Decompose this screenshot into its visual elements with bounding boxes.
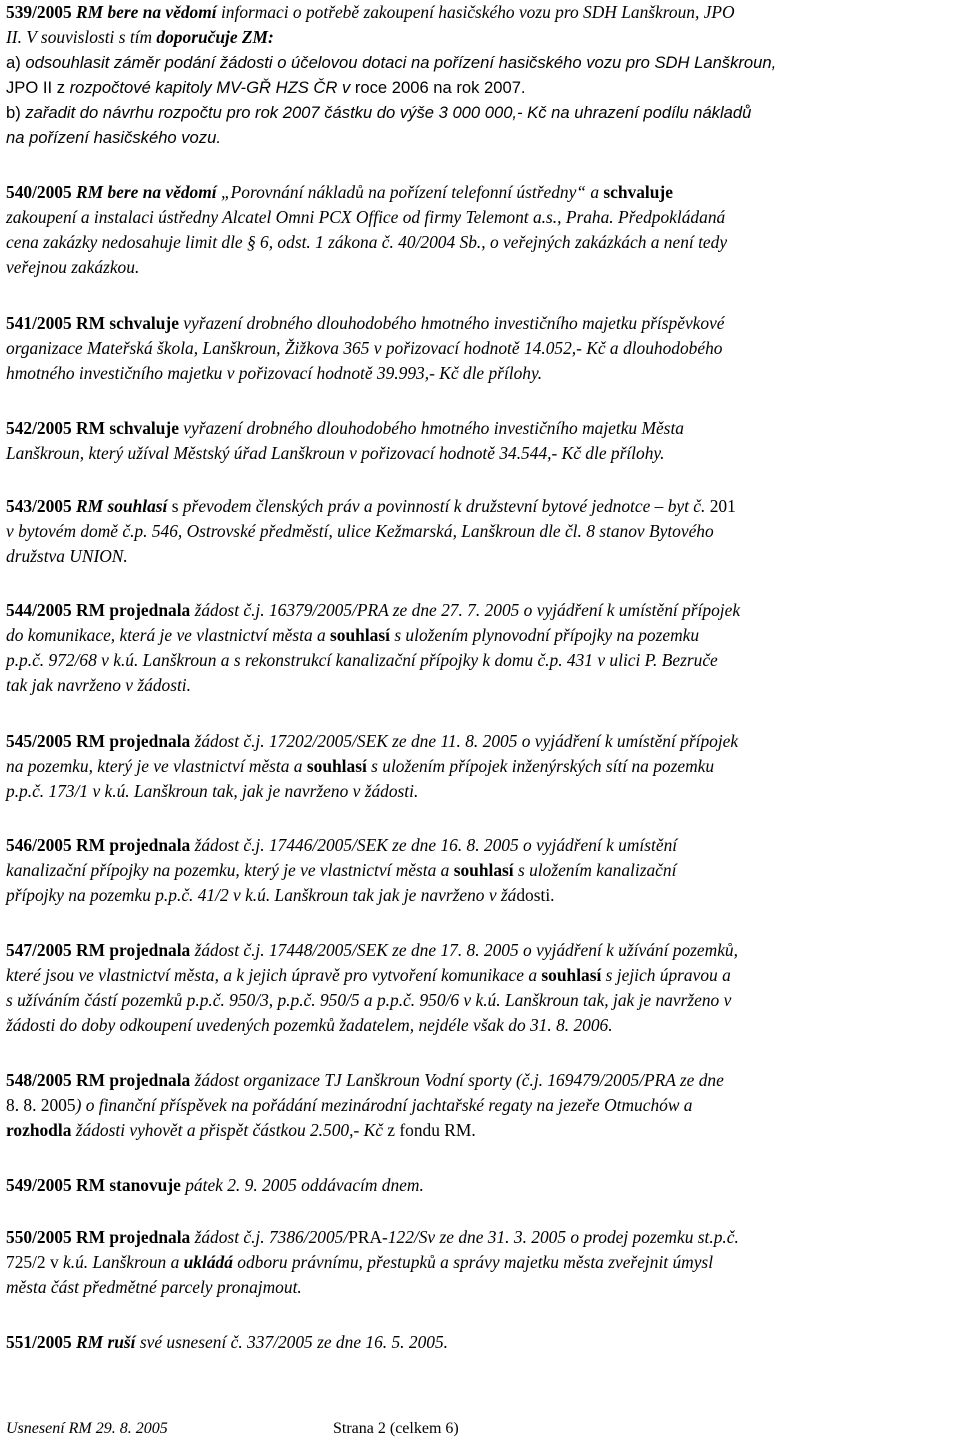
resolution-line xyxy=(6,25,956,50)
resolution-line xyxy=(6,938,956,963)
text-run: JPO II z xyxy=(6,78,70,97)
resolution-540 xyxy=(6,180,956,280)
text-run: vyřazení drobného dlouhodobého hmotného investičního majetku Města xyxy=(178,418,684,438)
text-run: p.p.č. 173/1 v k.ú. Lanškroun tak, jak je navrženo v žádosti. xyxy=(6,781,419,801)
resolution-line xyxy=(6,1173,956,1198)
text-run: b) xyxy=(6,103,26,122)
text-run: žádost č.j. 17446/2005/SEK ze dne 16. 8. 2005 o vyjádření k umístění xyxy=(190,835,678,855)
footer-left-text: Usnesení RM 29. 8. 2005 xyxy=(6,1420,168,1437)
text-run: pátek 2. 9. 2005 oddávacím dnem. xyxy=(180,1175,424,1195)
resolution-line xyxy=(6,623,956,648)
text-run: 550/2005 RM projednala xyxy=(6,1227,191,1247)
text-run: na pozemku, který je ve vlastnictví města a xyxy=(6,756,307,776)
resolution-line xyxy=(6,1250,956,1275)
resolution-line xyxy=(6,361,956,386)
text-run: schvaluje xyxy=(603,182,673,202)
text-run: 544/2005 RM projednala xyxy=(6,600,191,620)
text-run: ukládá xyxy=(183,1252,233,1272)
text-run: které jsou ve vlastnictví města, a k jejich úpravě pro vytvoření komunikace a xyxy=(6,965,542,985)
resolution-line xyxy=(6,230,956,255)
text-run: na pořízení hasičského vozu. xyxy=(6,128,221,147)
resolution-line xyxy=(6,519,956,544)
resolution-line xyxy=(6,598,956,623)
resolution-line xyxy=(6,416,956,441)
resolution-line xyxy=(6,883,956,908)
resolution-545 xyxy=(6,729,956,804)
text-run: družstva UNION. xyxy=(6,546,128,566)
text-run: a) xyxy=(6,53,26,72)
text-run: „Porovnání nákladů na pořízení telefonní ústředny“ a xyxy=(216,182,604,202)
resolution-line xyxy=(6,988,956,1013)
text-run: z fondu RM. xyxy=(387,1120,476,1140)
text-run: 201 xyxy=(709,496,736,516)
text-run: doporučuje ZM: xyxy=(156,27,274,47)
text-run: RM ruší xyxy=(76,1332,136,1352)
resolution-line xyxy=(6,125,956,150)
resolution-line xyxy=(6,100,956,125)
text-run: 541/2005 RM schvaluje xyxy=(6,313,179,333)
text-run: 543/2005 xyxy=(6,496,77,516)
text-run: cena zakázky nedosahuje limit dle § 6, odst. 1 zákona č. 40/2004 Sb., o veřejných zakázkách a není tedy xyxy=(6,232,728,252)
resolution-551 xyxy=(6,1330,956,1355)
resolution-541 xyxy=(6,311,956,386)
text-run: do komunikace, která je ve vlastnictví města a xyxy=(6,625,331,645)
text-run: souhlasí xyxy=(453,860,514,880)
resolution-543 xyxy=(6,494,956,569)
text-run: žádost organizace TJ Lanškroun Vodní sporty (č.j. 169479/2005/PRA ze dne xyxy=(190,1070,724,1090)
resolution-line xyxy=(6,50,956,75)
text-run: s jejich úpravou a xyxy=(601,965,731,985)
text-run: zakoupení a instalaci ústředny Alcatel Omni PCX Office od firmy Telemont a.s., Praha. Předpokládaná xyxy=(6,207,726,227)
resolution-539 xyxy=(6,0,956,150)
text-run: žádosti do doby odkoupení uvedených pozemků žadatelem, nejdéle však do 31. 8. 2006. xyxy=(6,1015,613,1035)
text-run: souhlasí xyxy=(306,756,367,776)
resolution-line xyxy=(6,75,956,100)
text-run: města část předmětné parcely pronajmout. xyxy=(6,1277,302,1297)
text-run: 545/2005 RM projednala xyxy=(6,731,191,751)
text-run: 539/2005 xyxy=(6,2,77,22)
text-run: roce 2006 na rok 2007. xyxy=(354,78,526,97)
resolution-line xyxy=(6,1068,956,1093)
text-run: 548/2005 RM projednala xyxy=(6,1070,191,1090)
text-run: 546/2005 RM projednala xyxy=(6,835,191,855)
text-run: odsouhlasit záměr podání žádosti o účelovou dotaci na pořízení hasičského vozu pro SDH Lanškroun, xyxy=(25,53,777,72)
text-run: souhlasí xyxy=(330,625,390,645)
resolution-line xyxy=(6,963,956,988)
text-run: RM souhlasí xyxy=(76,496,168,516)
text-run: odboru právnímu, přestupků a správy majetku města zveřejnit úmysl xyxy=(232,1252,714,1272)
resolution-line xyxy=(6,1275,956,1300)
resolution-549 xyxy=(6,1173,956,1198)
text-run: přípojky na pozemku p.p.č. 41/2 v k.ú. Lanškroun tak jak je navrženo v žá xyxy=(6,885,517,905)
resolution-547 xyxy=(6,938,956,1038)
resolution-line xyxy=(6,1118,956,1143)
text-run: s uložením kanalizační xyxy=(513,860,677,880)
text-run: žádost č.j. 7386/2005/ xyxy=(190,1227,349,1247)
resolution-550 xyxy=(6,1225,956,1300)
resolution-line xyxy=(6,544,956,569)
text-run: rozpočtové kapitoly MV-GŘ HZS ČR v xyxy=(69,78,355,97)
text-run: kanalizační přípojky na pozemku, který je ve vlastnictví města a xyxy=(6,860,454,880)
text-run: 542/2005 RM schvaluje xyxy=(6,418,179,438)
text-run: s uložením plynovodní přípojky na pozemku xyxy=(389,625,700,645)
resolution-line xyxy=(6,494,956,519)
text-run: 549/2005 RM stanovuje xyxy=(6,1175,181,1195)
resolution-line xyxy=(6,180,956,205)
resolution-line xyxy=(6,754,956,779)
text-run: hmotného investičního majetku v pořizovací hodnotě 39.993,- Kč dle přílohy. xyxy=(6,363,543,383)
text-run: ) o finanční příspěvek na pořádání mezinárodní jachtařské regaty na jezeře Otmuchów a xyxy=(75,1095,693,1115)
resolution-line xyxy=(6,858,956,883)
resolution-line xyxy=(6,673,956,698)
resolution-line xyxy=(6,1330,956,1355)
text-run: 8. 8. 2005 xyxy=(6,1095,76,1115)
text-run: s užíváním částí pozemků p.p.č. 950/3, p.p.č. 950/5 a p.p.č. 950/6 v k.ú. Lanškroun tak, jak je navrženo v xyxy=(6,990,732,1010)
resolution-line xyxy=(6,833,956,858)
resolution-548 xyxy=(6,1068,956,1143)
resolution-line xyxy=(6,1225,956,1250)
text-run: p.p.č. 972/68 v k.ú. Lanškroun a s rekonstrukcí kanalizační přípojky k domu č.p. 431 v ulici P. Bezruče xyxy=(6,650,718,670)
resolution-546 xyxy=(6,833,956,908)
resolution-line xyxy=(6,1013,956,1038)
text-run: RM bere na vědomí xyxy=(76,182,217,202)
text-run: vyřazení drobného dlouhodobého hmotného investičního majetku příspěvkové xyxy=(178,313,725,333)
resolution-line xyxy=(6,1093,956,1118)
text-run: 547/2005 RM projednala xyxy=(6,940,191,960)
resolution-544 xyxy=(6,598,956,698)
text-run: zařadit do návrhu rozpočtu pro rok 2007 částku do výše 3 000 000,- Kč na uhrazení podílu nákladů xyxy=(25,103,752,122)
text-run: žádost č.j. 17202/2005/SEK ze dne 11. 8. 2005 o vyjádření k umístění přípojek xyxy=(190,731,739,751)
text-run: Lanškroun, který užíval Městský úřad Lanškroun v pořizovací hodnotě 34.544,- Kč dle přílohy. xyxy=(6,443,665,463)
text-run: žádost č.j. 17448/2005/SEK ze dne 17. 8. 2005 o vyjádření k užívání pozemků, xyxy=(190,940,738,960)
footer-page-number: Strana 2 (celkem 6) xyxy=(333,1420,459,1437)
text-run: k.ú. Lanškroun a xyxy=(63,1252,184,1272)
resolution-line xyxy=(6,779,956,804)
text-run: PRA xyxy=(348,1227,383,1247)
text-run: RM bere na vědomí xyxy=(76,2,217,22)
text-run: převodem členských práv a povinností k družstevní bytové jednotce – byt č. xyxy=(182,496,710,516)
text-run: tak jak navrženo v žádosti. xyxy=(6,675,191,695)
text-run: organizace Mateřská škola, Lanškroun, Žižkova 365 v pořizovací hodnotě 14.052,- Kč a dlouhodobého xyxy=(6,338,723,358)
resolution-line xyxy=(6,336,956,361)
text-run: s xyxy=(167,496,183,516)
text-run: žádost č.j. 16379/2005/PRA ze dne 27. 7. 2005 o vyjádření k umístění přípojek xyxy=(190,600,741,620)
text-run: informaci o potřebě zakoupení hasičského vozu pro SDH Lanškroun, JPO xyxy=(216,2,735,22)
text-run: -122/Sv ze dne 31. 3. 2005 o prodej pozemku st.p.č. xyxy=(382,1227,739,1247)
text-run: dosti. xyxy=(516,885,555,905)
resolution-line xyxy=(6,255,956,280)
resolution-542 xyxy=(6,416,956,466)
text-run: v bytovém domě č.p. 546, Ostrovské předměstí, ulice Kežmarská, Lanškroun dle čl. 8 stanov Bytového xyxy=(6,521,714,541)
resolution-line xyxy=(6,0,956,25)
text-run: své usnesení č. 337/2005 ze dne 16. 5. 2005. xyxy=(135,1332,448,1352)
resolution-line xyxy=(6,205,956,230)
text-run: 725/2 v xyxy=(6,1252,64,1272)
text-run: II. V souvislosti s tím xyxy=(6,27,157,47)
text-run: souhlasí xyxy=(541,965,602,985)
text-run: 540/2005 xyxy=(6,182,77,202)
resolution-line xyxy=(6,729,956,754)
resolution-line xyxy=(6,441,956,466)
resolution-line xyxy=(6,311,956,336)
text-run: s uložením přípojek inženýrských sítí na pozemku xyxy=(366,756,715,776)
text-run: veřejnou zakázkou. xyxy=(6,257,140,277)
text-run: žádosti vyhovět a přispět částkou 2.500,- Kč xyxy=(71,1120,388,1140)
text-run: 551/2005 xyxy=(6,1332,77,1352)
resolution-line xyxy=(6,648,956,673)
text-run: rozhodla xyxy=(6,1120,72,1140)
